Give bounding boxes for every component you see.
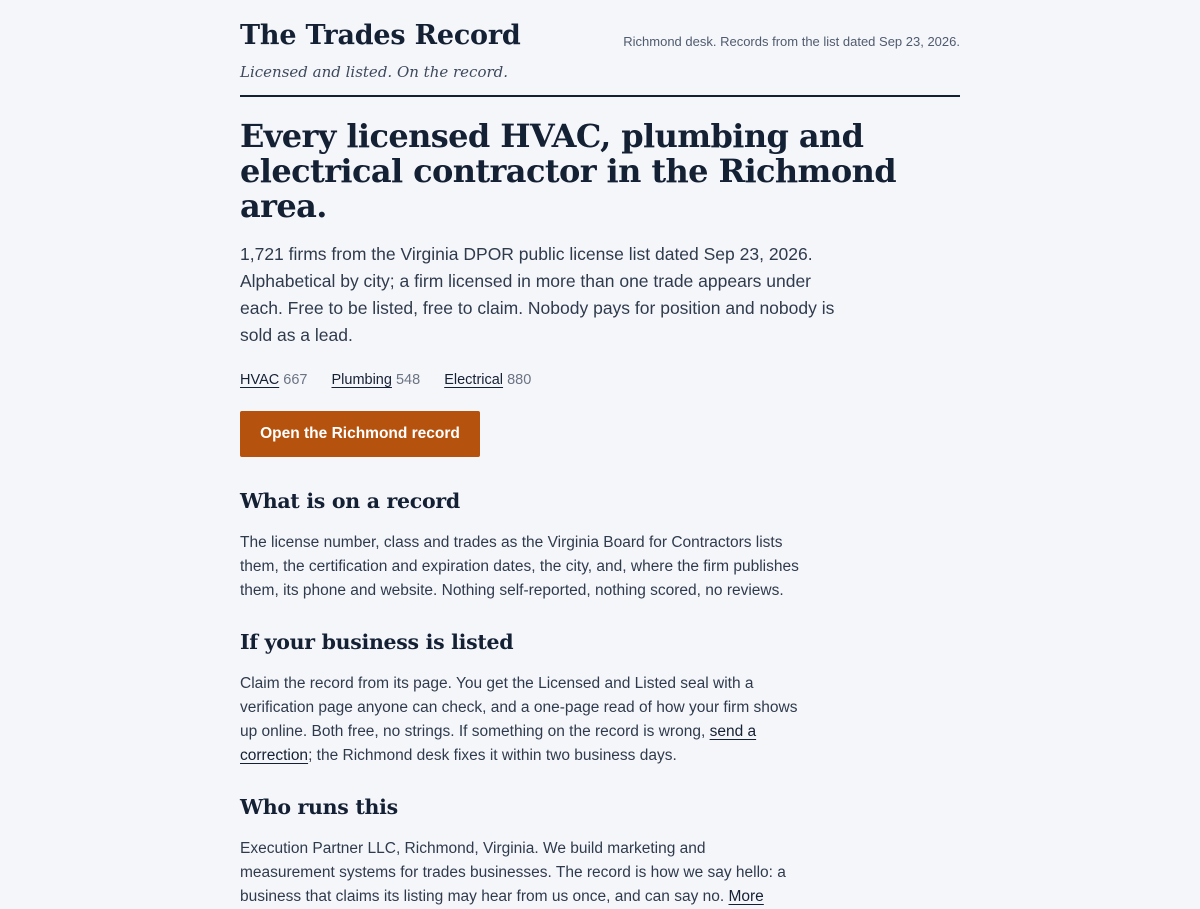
desk-note: Richmond desk. Records from the list dated Sep 23, 2026. bbox=[623, 34, 960, 49]
trade-item-hvac bbox=[240, 368, 307, 392]
headline-line-2: electrical contractor in the Richmond area. bbox=[240, 152, 897, 225]
trade-filter-links bbox=[240, 368, 960, 392]
send-correction-link[interactable]: send a correction bbox=[240, 723, 757, 764]
masthead bbox=[240, 0, 960, 97]
more-link[interactable]: More bbox=[728, 888, 764, 905]
section-if-your-business-is-listed bbox=[240, 626, 960, 768]
intro-paragraph: 1,721 firms from the Virginia DPOR public license list dated Sep 23, 2026. Alphabetical by city; a firm licensed in more than one trade appears under each. Free to be listed, free to claim. Nobody pays for position and nobody is sold as a lead. bbox=[240, 244, 835, 345]
who-text: Execution Partner LLC, Richmond, Virginia. We build marketing and measurement systems for trades businesses. The record is how we say hello: a business that claims its listing may hear from us once, and can say no. bbox=[240, 840, 786, 905]
site-title[interactable]: The Trades Record bbox=[240, 20, 521, 51]
trade-link-hvac[interactable]: HVAC bbox=[240, 372, 280, 388]
trade-item-electrical bbox=[444, 368, 531, 392]
listed-text-before: Claim the record from its page. You get the Licensed and Listed seal with a verification page anyone can check, and a one-page read of how your firm shows up online. Both free, no strings. If something on the record is wrong, bbox=[240, 675, 798, 740]
trade-link-electrical[interactable]: Electrical bbox=[444, 372, 504, 388]
section-body-record: The license number, class and trades as the Virginia Board for Contractors lists them, the certification and expiration dates, the city, and, where the firm publishes them, its phone and website. Nothing self-reported, nothing scored, no reviews. bbox=[240, 534, 799, 599]
section-body-listed bbox=[240, 672, 800, 768]
page-headline bbox=[240, 119, 960, 224]
headline-line-1: Every licensed HVAC, plumbing and bbox=[240, 117, 864, 155]
site-tagline: Licensed and listed. On the record. bbox=[240, 63, 509, 81]
section-who-runs-this bbox=[240, 791, 960, 909]
listed-text-after: ; the Richmond desk fixes it within two business days. bbox=[308, 747, 677, 764]
section-heading-who: Who runs this bbox=[240, 795, 398, 819]
trade-count-electrical: 880 bbox=[507, 372, 532, 388]
trade-count-hvac: 667 bbox=[283, 372, 308, 388]
trade-count-plumbing: 548 bbox=[395, 372, 421, 388]
trade-item-plumbing bbox=[331, 368, 420, 392]
section-heading-listed: If your business is listed bbox=[240, 630, 514, 654]
section-body-who bbox=[240, 837, 800, 909]
page-container bbox=[240, 0, 960, 909]
open-richmond-record-button[interactable]: Open the Richmond record bbox=[240, 411, 480, 457]
section-what-is-on-a-record bbox=[240, 485, 960, 603]
main-content bbox=[240, 119, 960, 909]
section-heading-record: What is on a record bbox=[240, 489, 460, 513]
trade-link-plumbing[interactable]: Plumbing bbox=[331, 372, 392, 388]
